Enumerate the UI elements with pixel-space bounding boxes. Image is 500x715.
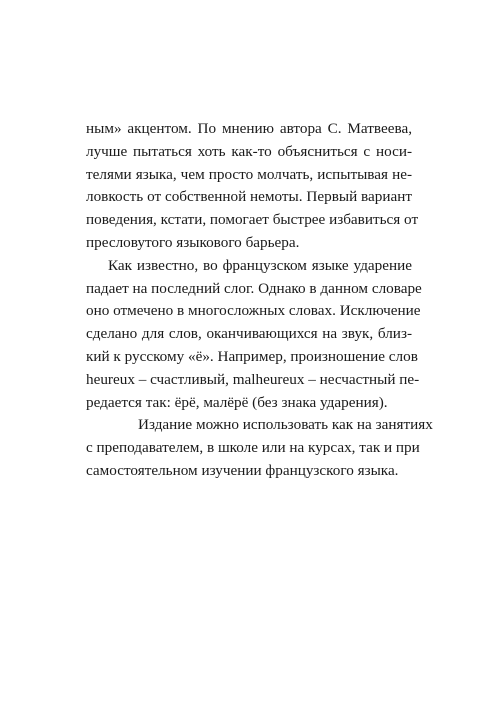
text-line: поведения, кстати, помогает быстрее избавиться от	[86, 211, 419, 229]
text-line: сделано для слов, оканчивающихся на звук, близ-	[86, 325, 412, 343]
text-line: падает на последний слог. Однако в данном словаре	[86, 279, 422, 297]
text-line: телями языка, чем просто молчать, испытывая не-	[86, 165, 412, 183]
text-line: ным» акцентом. По мнению автора С. Матвеева,	[86, 120, 412, 137]
paragraph-3	[86, 414, 433, 482]
body-text	[86, 118, 433, 483]
text-line: самостоятельном изучении французского языка.	[86, 461, 399, 479]
text-line: ловкость от собственной немоты. Первый вариант	[86, 188, 412, 206]
text-line: Как известно, во французском языке ударение	[108, 256, 412, 274]
text-line: heureux – счастливый, malheureux – несчастный пе-	[86, 370, 420, 388]
text-line: редается так: ёрё, малёрё (без знака ударения).	[86, 393, 388, 411]
paragraph-2	[86, 255, 422, 415]
text-line: Издание можно использовать как на занятиях	[138, 416, 433, 434]
text-line: оно отмечено в многосложных словах. Исключение	[86, 302, 421, 320]
text-line: кий к русскому «ё». Например, произношение слов	[86, 347, 418, 365]
text-line: с преподавателем, в школе или на курсах, так и при	[86, 439, 420, 457]
text-line: пресловутого языкового барьера.	[86, 233, 300, 251]
paragraph-1	[86, 118, 419, 255]
text-line: лучше пытаться хоть как-то объясниться с носи-	[86, 142, 412, 160]
